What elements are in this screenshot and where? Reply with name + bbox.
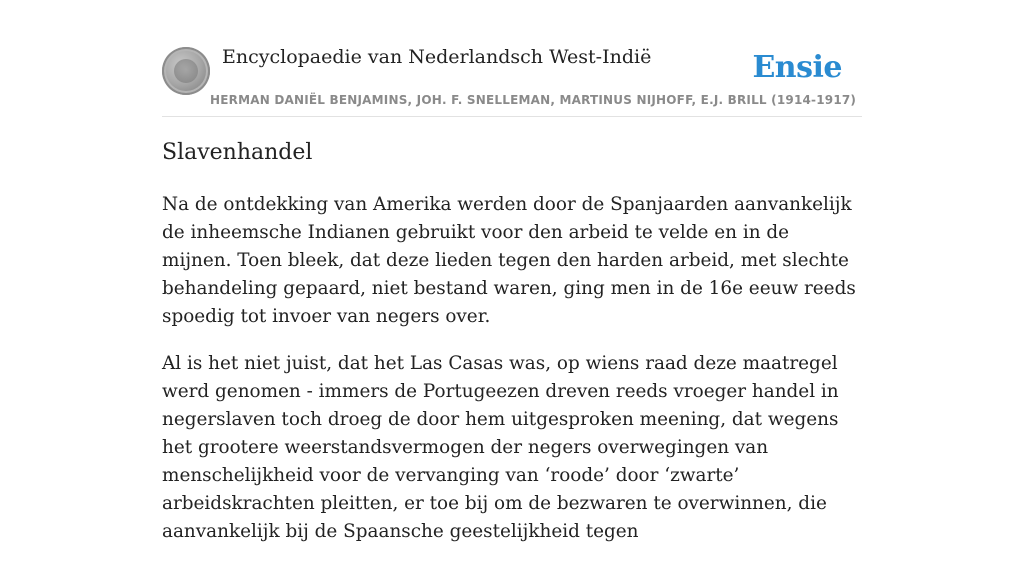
page-header xyxy=(162,40,862,117)
coin-seal-icon[interactable] xyxy=(162,47,210,95)
authors-line: HERMAN DANIËL BENJAMINS, JOH. F. SNELLEMAN, MARTINUS NIJHOFF, E.J. BRILL (1914-1917) xyxy=(210,93,857,107)
coin-emblem xyxy=(174,59,198,83)
book-title[interactable]: Encyclopaedie van Nederlandsch West-Indië xyxy=(222,46,652,68)
ensie-logo[interactable]: Ensie xyxy=(752,50,842,85)
paragraph: Al is het niet juist, dat het Las Casas was, op wiens raad deze maatregel werd genomen - immers de Portugeezen dreven reeds vroeger handel in negerslaven toch droeg de door hem uitgesproken meening, dat wegens het grootere weerstandsvermogen der negers overwegingen van menschelijkheid voor de vervanging van ‘roode’ door ‘zwarte’ arbeidskrachten pleitten, er toe bij om de bezwaren te overwinnen, die aanvankelijk bij de Spaansche geestelijkheid tegen xyxy=(162,353,839,542)
article-title: Slavenhandel xyxy=(162,140,313,165)
article-body xyxy=(162,191,862,565)
paragraph: Na de ontdekking van Amerika werden door de Spanjaarden aanvankelijk de inheemsche Indianen gebruikt voor den arbeid te velde en in de mijnen. Toen bleek, dat deze lieden tegen den harden arbeid, met slechte behandeling gepaard, niet bestand waren, ging men in de 16e eeuw reeds spoedig tot invoer van negers over. xyxy=(162,194,856,327)
